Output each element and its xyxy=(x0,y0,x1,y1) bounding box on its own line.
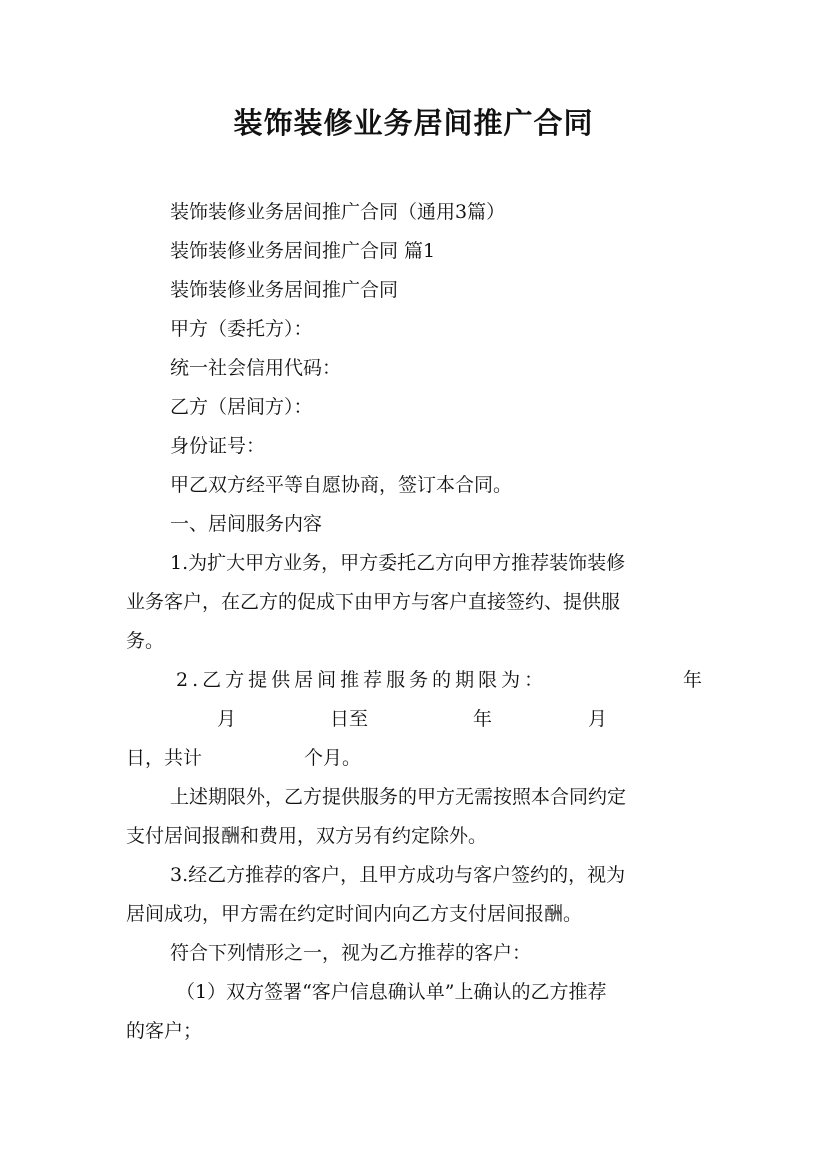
contract-name-line: 装饰装修业务居间推广合同 xyxy=(170,279,399,301)
term-label: 2.乙方提供居间推荐服务的期限为： xyxy=(176,669,548,691)
paragraph-line: 的客户； xyxy=(126,1020,203,1042)
paragraph-line: 务。 xyxy=(126,630,165,652)
party-b-label: 乙方（居间方）： xyxy=(170,396,313,418)
paragraph-line: 支付居间报酬和费用，双方另有约定除外。 xyxy=(126,825,488,847)
credit-code-label: 统一社会信用代码： xyxy=(170,357,342,379)
end-month-label: 月 xyxy=(588,708,608,730)
start-month-label: 月 xyxy=(217,708,237,730)
term-line xyxy=(126,667,702,693)
paragraph-line: 业务客户，在乙方的促成下由甲方与客户直接签约、提供服 xyxy=(126,591,621,613)
month-count-label: 个月。 xyxy=(304,747,362,769)
paragraph-line: 符合下列情形之一，视为乙方推荐的客户： xyxy=(170,942,532,964)
paragraph-line: 1.为扩大甲方业务，甲方委托乙方向甲方推荐装饰装修 xyxy=(170,552,626,574)
agreement-statement: 甲乙双方经平等自愿协商，签订本合同。 xyxy=(170,474,513,496)
end-year-label: 年 xyxy=(473,708,493,730)
term-year-label: 年 xyxy=(682,669,702,691)
document-title: 装饰装修业务居间推广合同 xyxy=(233,106,594,140)
subtitle-line: 装饰装修业务居间推广合同（通用3篇） xyxy=(170,201,506,223)
section-heading-line: 装饰装修业务居间推广合同 篇1 xyxy=(170,240,436,262)
paragraph-line: 居间成功，甲方需在约定时间内向乙方支付居间报酬。 xyxy=(126,903,583,925)
paragraph-line: 上述期限外，乙方提供服务的甲方无需按照本合同约定 xyxy=(170,786,627,808)
party-a-label: 甲方（委托方）： xyxy=(170,318,313,340)
end-day-label: 日，共计 xyxy=(126,747,203,769)
id-number-label: 身份证号： xyxy=(170,435,266,457)
start-day-label: 日至 xyxy=(330,708,369,730)
clause-heading: 一、居间服务内容 xyxy=(170,513,323,535)
paragraph-line: 3.经乙方推荐的客户，且甲方成功与客户签约的，视为 xyxy=(170,864,626,886)
paragraph-line: （1）双方签署“客户信息确认单”上确认的乙方推荐 xyxy=(176,981,607,1003)
